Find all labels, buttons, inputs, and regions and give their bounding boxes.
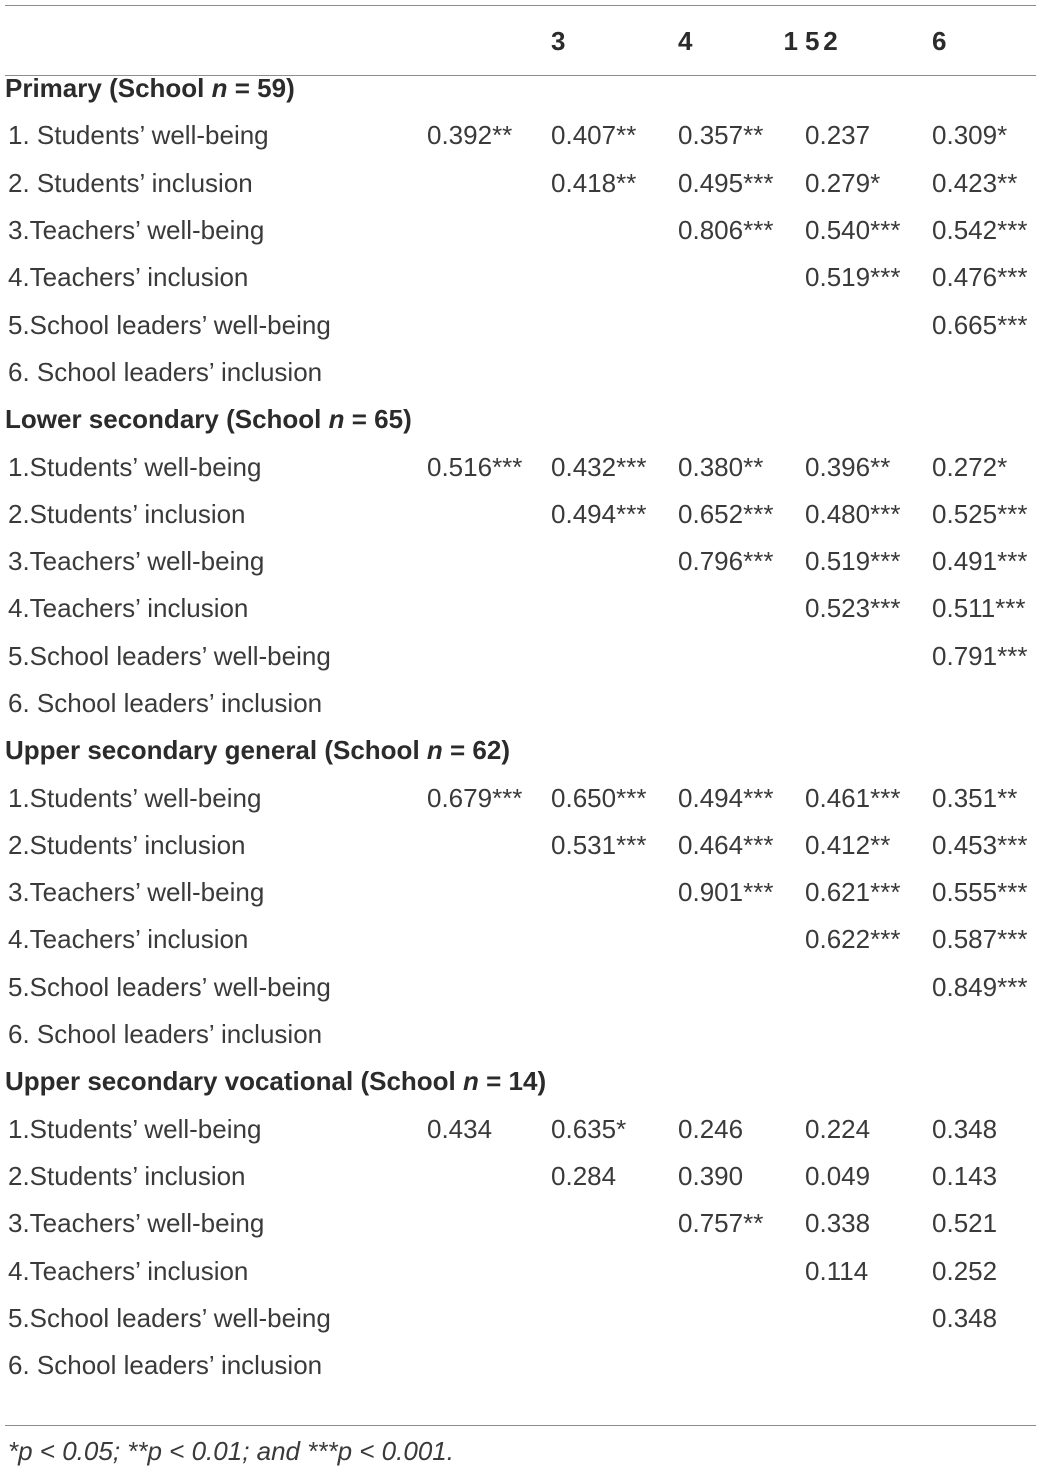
correlation-cell-col-2 xyxy=(427,538,551,585)
table-row xyxy=(0,443,1041,490)
row-label: 3.Teachers’ well-being xyxy=(8,215,265,246)
correlation-cell-col-2 xyxy=(427,254,551,301)
group-title-n: n xyxy=(328,404,345,435)
row-label: 5.School leaders’ well-being xyxy=(8,1302,331,1333)
correlation-cell-col-3 xyxy=(551,1200,678,1247)
correlation-cell-col-6 xyxy=(932,1342,1041,1389)
correlation-cell-col-6: 0.511*** xyxy=(932,593,1026,624)
correlation-cell-col-4: 0.806*** xyxy=(678,215,774,246)
correlation-cell-col-4 xyxy=(678,916,805,963)
correlation-cell-col-5 xyxy=(805,301,932,348)
correlation-cell-col-2 xyxy=(427,680,551,727)
correlation-cell-col-4 xyxy=(678,301,805,348)
group-title-suffix: = 65) xyxy=(344,404,412,435)
correlation-cell-col-1 xyxy=(411,443,427,490)
correlation-cell-col-1 xyxy=(411,1200,427,1247)
correlation-cell-col-3 xyxy=(551,1011,678,1058)
group-title xyxy=(0,1058,1041,1105)
table-body xyxy=(0,65,1041,1389)
group-title-n: n xyxy=(426,735,443,766)
correlation-cell-col-2 xyxy=(427,585,551,632)
correlation-cell-col-3 xyxy=(551,680,678,727)
correlation-cell-col-4: 0.796*** xyxy=(678,546,774,577)
correlation-cell-col-1 xyxy=(411,112,427,159)
correlation-cell-col-5: 0.049 xyxy=(805,1160,871,1191)
table-row xyxy=(0,1153,1041,1200)
correlation-cell-col-1 xyxy=(411,1011,427,1058)
row-label: 3.Teachers’ well-being xyxy=(8,1208,265,1239)
correlation-cell-col-6: 0.491*** xyxy=(932,546,1028,577)
correlation-cell-col-2 xyxy=(427,301,551,348)
correlation-cell-col-3: 0.432*** xyxy=(551,451,647,482)
header-col-1-label: 1 xyxy=(783,26,798,56)
correlation-cell-col-2 xyxy=(427,1247,551,1294)
correlation-cell-col-4 xyxy=(678,1342,805,1389)
correlation-cell-col-3 xyxy=(551,349,678,396)
correlation-cell-col-1 xyxy=(411,349,427,396)
correlation-cell-col-6: 0.587*** xyxy=(932,924,1028,955)
correlation-cell-col-4 xyxy=(678,633,805,680)
correlation-cell-col-5: 0.519*** xyxy=(805,262,901,293)
row-label: 1.Students’ well-being xyxy=(8,1113,262,1144)
correlation-cell-col-5 xyxy=(805,1011,932,1058)
correlation-cell-col-5: 0.338 xyxy=(805,1208,871,1239)
correlation-cell-col-5: 0.279* xyxy=(805,167,881,198)
table-row xyxy=(0,869,1041,916)
group-title-prefix: Primary (School xyxy=(5,73,212,104)
correlation-cell-col-4: 0.901*** xyxy=(678,877,774,908)
header-cell-6: 6 xyxy=(932,26,947,56)
header-cell-4: 4 xyxy=(678,26,693,56)
correlation-cell-col-1 xyxy=(411,1295,427,1342)
correlation-cell-col-4: 0.246 xyxy=(678,1113,744,1144)
correlation-cell-col-6 xyxy=(932,680,1041,727)
row-label: 3.Teachers’ well-being xyxy=(8,546,265,577)
correlation-cell-col-3 xyxy=(551,207,678,254)
group-header-row xyxy=(0,727,1041,774)
correlation-cell-col-6: 0.143 xyxy=(932,1160,998,1191)
correlation-cell-col-3 xyxy=(551,1295,678,1342)
correlation-cell-col-6: 0.476*** xyxy=(932,262,1028,293)
correlation-cell-col-2 xyxy=(427,633,551,680)
correlation-cell-col-6: 0.542*** xyxy=(932,215,1028,246)
correlation-cell-col-2: 0.434 xyxy=(427,1113,493,1144)
row-label: 2.Students’ inclusion xyxy=(8,829,246,860)
row-label: 5.School leaders’ well-being xyxy=(8,971,331,1002)
correlation-cell-col-4: 0.757** xyxy=(678,1208,764,1239)
correlation-cell-col-1 xyxy=(411,1342,427,1389)
correlation-cell-col-6 xyxy=(932,349,1041,396)
correlation-cell-col-6: 0.849*** xyxy=(932,971,1028,1002)
correlation-cell-col-6: 0.272* xyxy=(932,451,1008,482)
correlation-table xyxy=(0,18,1041,1389)
correlation-cell-col-3: 0.284 xyxy=(551,1160,617,1191)
table-row xyxy=(0,1200,1041,1247)
row-label: 1. Students’ well-being xyxy=(8,120,269,151)
correlation-cell-col-3 xyxy=(551,964,678,1011)
group-title-prefix: Upper secondary general (School xyxy=(5,735,427,766)
correlation-cell-col-5: 0.224 xyxy=(805,1113,871,1144)
correlation-cell-col-6: 0.348 xyxy=(932,1113,998,1144)
table-row xyxy=(0,1295,1041,1342)
header-cell-5: 5 xyxy=(805,26,820,56)
correlation-cell-col-4 xyxy=(678,349,805,396)
correlation-cell-col-5: 0.621*** xyxy=(805,877,901,908)
row-label: 2. Students’ inclusion xyxy=(8,167,253,198)
row-label: 2.Students’ inclusion xyxy=(8,498,246,529)
footnote: *p < 0.05; **p < 0.01; and ***p < 0.001. xyxy=(8,1436,454,1466)
correlation-cell-col-5: 0.540*** xyxy=(805,215,901,246)
table-row xyxy=(0,1247,1041,1294)
row-label: 4.Teachers’ inclusion xyxy=(8,593,249,624)
correlation-cell-col-5: 0.519*** xyxy=(805,546,901,577)
table-row xyxy=(0,538,1041,585)
correlation-cell-col-6: 0.525*** xyxy=(932,498,1028,529)
row-label: 6. School leaders’ inclusion xyxy=(8,688,323,718)
correlation-cell-col-6: 0.665*** xyxy=(932,309,1028,340)
row-label: 4.Teachers’ inclusion xyxy=(8,1255,249,1286)
correlation-cell-col-4 xyxy=(678,1295,805,1342)
group-title xyxy=(0,396,1041,443)
correlation-cell-col-4: 0.652*** xyxy=(678,498,774,529)
correlation-cell-col-4 xyxy=(678,680,805,727)
correlation-cell-col-6: 0.351** xyxy=(932,782,1018,813)
correlation-cell-col-4: 0.390 xyxy=(678,1160,744,1191)
correlation-cell-col-5: 0.114 xyxy=(805,1255,869,1286)
correlation-cell-col-5: 0.396** xyxy=(805,451,891,482)
correlation-cell-col-5: 0.412** xyxy=(805,829,891,860)
correlation-cell-col-5: 0.461*** xyxy=(805,782,901,813)
correlation-cell-col-6: 0.348 xyxy=(932,1302,998,1333)
correlation-cell-col-1 xyxy=(411,491,427,538)
correlation-cell-col-1 xyxy=(411,774,427,821)
group-header-row xyxy=(0,1058,1041,1105)
correlation-cell-col-5 xyxy=(805,964,932,1011)
correlation-cell-col-3 xyxy=(551,1247,678,1294)
correlation-cell-col-2 xyxy=(427,1011,551,1058)
correlation-cell-col-6: 0.309* xyxy=(932,120,1008,151)
table-row xyxy=(0,301,1041,348)
correlation-cell-col-3 xyxy=(551,585,678,632)
table-row xyxy=(0,1106,1041,1153)
table-row xyxy=(0,254,1041,301)
correlation-cell-col-2 xyxy=(427,207,551,254)
table-row xyxy=(0,1342,1041,1389)
correlation-cell-col-1 xyxy=(411,1247,427,1294)
row-label: 6. School leaders’ inclusion xyxy=(8,1019,323,1050)
correlation-cell-col-3 xyxy=(551,538,678,585)
row-label: 1.Students’ well-being xyxy=(8,782,262,813)
correlation-cell-col-3 xyxy=(551,1342,678,1389)
correlation-cell-col-3 xyxy=(551,869,678,916)
correlation-cell-col-4 xyxy=(678,1011,805,1058)
group-title-suffix: = 59) xyxy=(227,73,295,104)
correlation-cell-col-4: 0.380** xyxy=(678,451,764,482)
correlation-cell-col-2 xyxy=(427,491,551,538)
table-row xyxy=(0,160,1041,207)
group-header-row xyxy=(0,396,1041,443)
correlation-cell-col-1 xyxy=(411,301,427,348)
header-col-2-label: 2 xyxy=(823,26,838,56)
correlation-cell-col-5: 0.237 xyxy=(805,120,871,151)
correlation-cell-col-4: 0.357** xyxy=(678,120,764,151)
correlation-cell-col-4: 0.494*** xyxy=(678,782,774,813)
correlation-cell-col-3 xyxy=(551,633,678,680)
correlation-cell-col-2 xyxy=(427,1342,551,1389)
row-label: 4.Teachers’ inclusion xyxy=(8,924,249,955)
table-row xyxy=(0,633,1041,680)
correlation-cell-col-2: 0.679*** xyxy=(427,782,523,813)
table-row xyxy=(0,349,1041,396)
row-label: 2.Students’ inclusion xyxy=(8,1160,246,1191)
correlation-cell-col-3: 0.650*** xyxy=(551,782,647,813)
correlation-cell-col-1 xyxy=(411,633,427,680)
correlation-cell-col-2 xyxy=(427,964,551,1011)
row-label: 6. School leaders’ inclusion xyxy=(8,1350,323,1381)
table-row xyxy=(0,916,1041,963)
group-title-n: n xyxy=(463,1066,479,1097)
correlation-cell-col-5 xyxy=(805,633,932,680)
correlation-cell-col-6: 0.521 xyxy=(932,1208,998,1239)
correlation-cell-col-3 xyxy=(551,254,678,301)
correlation-cell-col-5 xyxy=(805,349,932,396)
correlation-cell-col-4 xyxy=(678,1247,805,1294)
correlation-cell-col-5 xyxy=(805,1342,932,1389)
group-title xyxy=(0,727,1041,774)
correlation-cell-col-6: 0.555*** xyxy=(932,877,1028,908)
correlation-cell-col-1 xyxy=(411,964,427,1011)
correlation-cell-col-4: 0.464*** xyxy=(678,829,774,860)
correlation-cell-col-2: 0.516*** xyxy=(427,451,523,482)
correlation-cell-col-5: 0.622*** xyxy=(805,924,901,955)
correlation-cell-col-1 xyxy=(411,254,427,301)
correlation-cell-col-3: 0.531*** xyxy=(551,829,647,860)
group-title-prefix: Lower secondary (School xyxy=(5,404,329,435)
correlation-cell-col-1 xyxy=(411,1106,427,1153)
correlation-cell-col-2 xyxy=(427,160,551,207)
correlation-cell-col-3: 0.494*** xyxy=(551,498,647,529)
table-row xyxy=(0,207,1041,254)
group-header-row xyxy=(0,65,1041,112)
header-row xyxy=(0,18,1041,65)
row-label: 1.Students’ well-being xyxy=(8,451,262,482)
table-row xyxy=(0,112,1041,159)
correlation-cell-col-2 xyxy=(427,349,551,396)
bottom-rule xyxy=(5,1425,1036,1426)
correlation-cell-col-1 xyxy=(411,1153,427,1200)
correlation-cell-col-2 xyxy=(427,916,551,963)
correlation-cell-col-5 xyxy=(805,1295,932,1342)
table-row xyxy=(0,680,1041,727)
table-row xyxy=(0,774,1041,821)
row-label: 5.School leaders’ well-being xyxy=(8,640,331,671)
row-label: 4.Teachers’ inclusion xyxy=(8,262,249,293)
correlation-cell-col-2 xyxy=(427,1295,551,1342)
row-label: 5.School leaders’ well-being xyxy=(8,309,331,340)
correlation-cell-col-1 xyxy=(411,916,427,963)
correlation-cell-col-6 xyxy=(932,1011,1041,1058)
correlation-cell-col-6: 0.791*** xyxy=(932,640,1028,671)
correlation-cell-col-2 xyxy=(427,822,551,869)
header-cell-3: 3 xyxy=(551,26,566,56)
group-title-suffix: = 62) xyxy=(442,735,510,766)
correlation-cell-col-3 xyxy=(551,916,678,963)
correlation-cell-col-4 xyxy=(678,585,805,632)
correlation-cell-col-6: 0.252 xyxy=(932,1255,998,1286)
correlation-cell-col-1 xyxy=(411,822,427,869)
table-row xyxy=(0,585,1041,632)
correlation-cell-col-4 xyxy=(678,254,805,301)
group-title-prefix: Upper secondary vocational (School xyxy=(5,1066,463,1097)
correlation-cell-col-4 xyxy=(678,964,805,1011)
group-title-n: n xyxy=(211,73,228,104)
header-cell-1 xyxy=(411,18,838,65)
table-row xyxy=(0,964,1041,1011)
correlation-cell-col-2 xyxy=(427,869,551,916)
table-row xyxy=(0,1011,1041,1058)
correlation-cell-col-3: 0.418** xyxy=(551,167,637,198)
row-label: 3.Teachers’ well-being xyxy=(8,877,265,908)
correlation-cell-col-2 xyxy=(427,1200,551,1247)
correlation-cell-col-1 xyxy=(411,585,427,632)
correlation-cell-col-4: 0.495*** xyxy=(678,167,774,198)
top-rule xyxy=(5,5,1036,6)
correlation-cell-col-5 xyxy=(805,680,932,727)
correlation-cell-col-1 xyxy=(411,680,427,727)
group-title-suffix: = 14) xyxy=(478,1066,547,1097)
correlation-cell-col-2: 0.392** xyxy=(427,120,513,151)
correlation-cell-col-3: 0.407** xyxy=(551,120,637,151)
header-cell-label xyxy=(0,18,411,65)
correlation-cell-col-6: 0.423** xyxy=(932,167,1018,198)
correlation-cell-col-5: 0.523*** xyxy=(805,593,901,624)
correlation-cell-col-5: 0.480*** xyxy=(805,498,901,529)
correlation-cell-col-3 xyxy=(551,301,678,348)
table-row xyxy=(0,822,1041,869)
correlation-cell-col-6: 0.453*** xyxy=(932,829,1028,860)
correlation-cell-col-1 xyxy=(411,160,427,207)
correlation-cell-col-1 xyxy=(411,869,427,916)
correlation-cell-col-3: 0.635* xyxy=(551,1113,627,1144)
row-label: 6. School leaders’ inclusion xyxy=(8,356,323,387)
group-title xyxy=(0,65,1041,112)
correlation-cell-col-1 xyxy=(411,538,427,585)
correlation-cell-col-2 xyxy=(427,1153,551,1200)
table-row xyxy=(0,491,1041,538)
correlation-cell-col-1 xyxy=(411,207,427,254)
